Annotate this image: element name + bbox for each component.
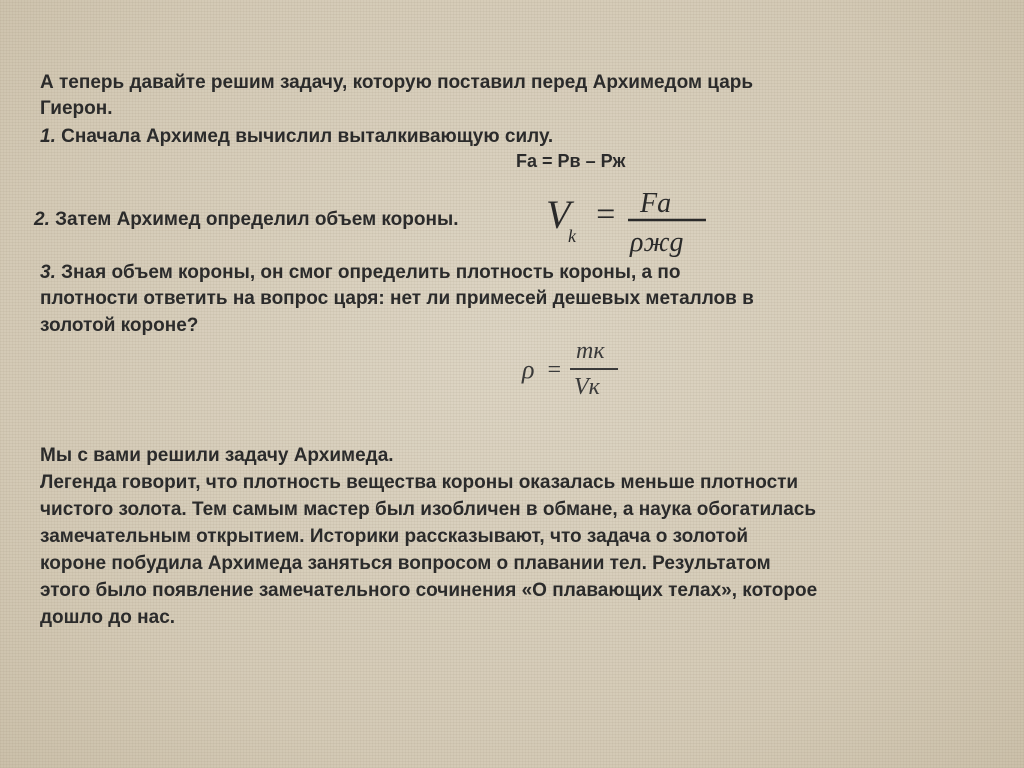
step-3-line-3: золотой короне? [40,315,199,336]
intro-line-1: А теперь давайте решим задачу, которую поставил перед Архимедом царь [40,72,754,93]
step-1 [40,125,553,148]
formula-density [518,336,628,402]
formula-volume-lhs: V [546,192,571,237]
conclusion-line-3: чистого золота. Тем самым мастер был изобличен в обмане, а наука обогатилась [40,499,817,520]
formula-density-denominator: Vк [574,374,600,400]
step-1-text: Сначала Архимед вычислил выталкивающую силу. [55,126,554,147]
formula-buoyant-force: Fa = Pв – Pж [516,151,626,171]
conclusion-line-4: замечательным открытием. Историки рассказывают, что задача о золотой [40,526,749,547]
step-2 [34,208,458,231]
conclusion-line-7: дошло до нас. [40,607,176,628]
formula-volume-subscript: k [568,226,576,246]
formula-volume [540,186,720,258]
formula-density-equals: = [546,357,563,383]
formula-volume-denominator: ρжg [630,227,684,258]
step-1-number: 1. [40,126,56,147]
step-3-line-1 [40,261,680,284]
step-2-text: Затем Архимед определил объем короны. [49,209,459,230]
step-3-line-2: плотности ответить на вопрос царя: нет ли примесей дешевых металлов в [40,288,754,309]
formula-density-numerator: mк [576,338,605,364]
conclusion-line-1: Мы с вами решили задачу Архимеда. [40,445,394,466]
formula-volume-equals: = [594,196,617,233]
formula-volume-numerator: Fa [640,188,672,219]
conclusion-line-2: Легенда говорит, что плотность вещества короны оказалась меньше плотности [40,472,799,493]
intro-line-2: Гиерон. [40,98,113,119]
conclusion-line-6: этого было появление замечательного сочинения «О плавающих телах», которое [40,580,818,601]
step-3-number: 3. [40,262,56,283]
conclusion-line-5: короне побудила Архимеда заняться вопросом о плавании тел. Результатом [40,553,771,574]
step-2-number: 2. [34,209,50,230]
formula-density-lhs: ρ [522,355,535,384]
step-3-text-1: Зная объем короны, он смог определить плотность короны, а по [55,262,681,283]
